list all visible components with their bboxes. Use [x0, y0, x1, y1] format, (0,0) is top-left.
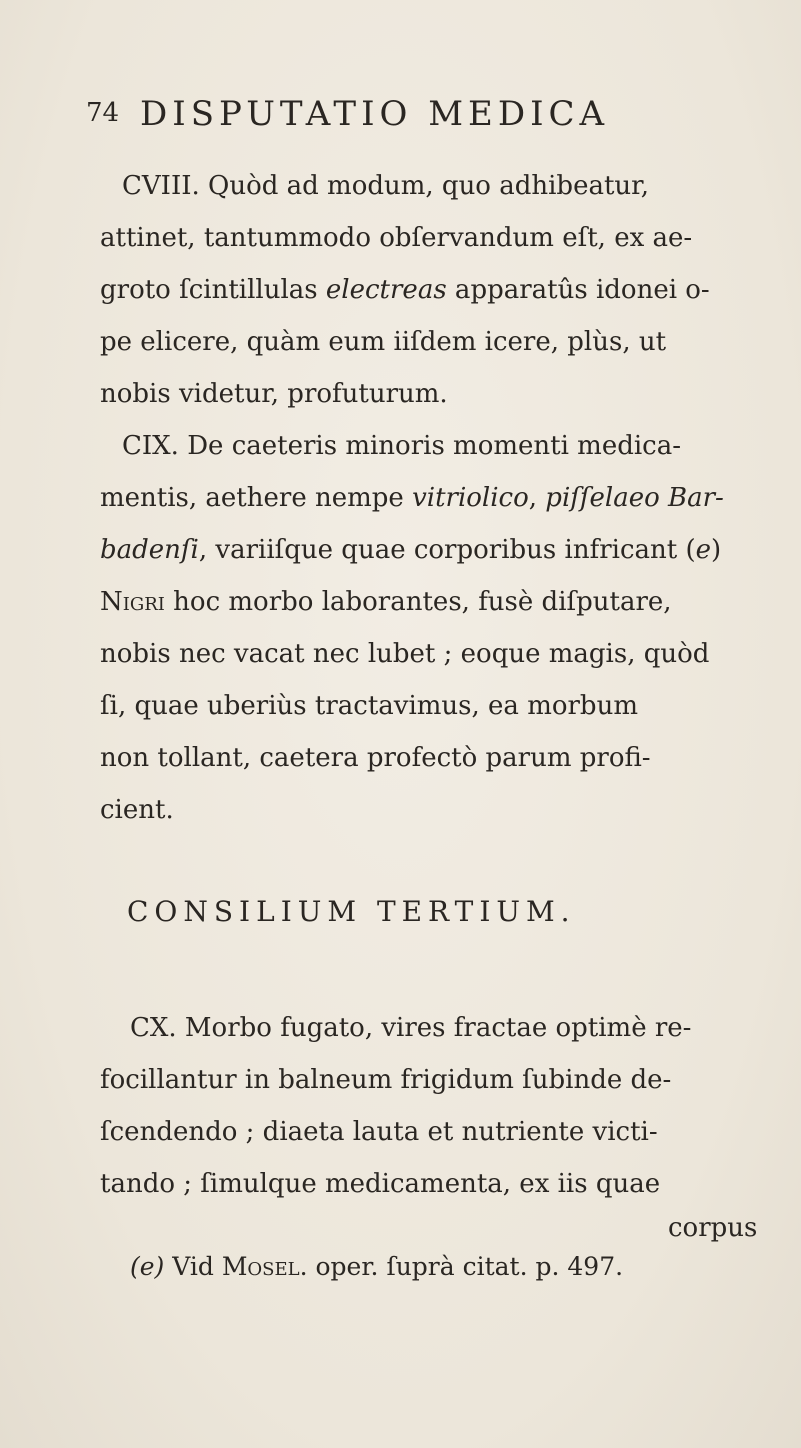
page-header — [86, 94, 726, 138]
text-line: tando ; ſimulque medicamenta, ex iis quae — [100, 1169, 661, 1199]
text-line: groto ſcintillulas electreas apparatûs idonei o- — [100, 275, 710, 305]
running-head: DISPUTATIO MEDICA — [140, 94, 610, 134]
text-line: pe elicere, quàm eum iiſdem icere, plùs, ut — [100, 327, 667, 357]
text-line: cient. — [100, 795, 174, 825]
text-line: CIX. De caeteris minoris momenti medica- — [122, 431, 682, 461]
catchword: corpus — [668, 1213, 758, 1243]
section-title: CONSILIUM TERTIUM. — [127, 895, 576, 928]
text-line: CVIII. Quòd ad modum, quo adhibeatur, — [122, 171, 649, 201]
page-number: 74 — [86, 98, 120, 128]
text-line: nobis videtur, profuturum. — [100, 379, 448, 409]
footnote-author: Mosel — [221, 1252, 300, 1281]
text-line: CX. Morbo fugato, vires fractae optimè re- — [130, 1013, 692, 1043]
footnote: (e) Vid Mosel. oper. ſuprà citat. p. 497. — [130, 1252, 624, 1281]
text-line: ſcendendo ; diaeta lauta et nutriente victi- — [100, 1117, 658, 1147]
text-line: nobis nec vacat nec lubet ; eoque magis, quòd — [100, 639, 710, 669]
text-line: badenſi, variiſque quae corporibus infricant (e) — [100, 535, 722, 565]
footnote-marker: (e) — [130, 1252, 165, 1281]
text-line: focillantur in balneum frigidum ſubinde de- — [100, 1065, 672, 1095]
text-line: mentis, aethere nempe vitriolico, piſſelaeo Bar- — [100, 483, 724, 513]
text-line: non tollant, caetera profectò parum profi- — [100, 743, 651, 773]
text-line: ſi, quae uberiùs tractavimus, ea morbum — [100, 691, 638, 721]
text-line: attinet, tantummodo obſervandum eſt, ex ae- — [100, 223, 693, 253]
text-line: Nigri hoc morbo laborantes, fusè diſputare, — [100, 587, 672, 617]
